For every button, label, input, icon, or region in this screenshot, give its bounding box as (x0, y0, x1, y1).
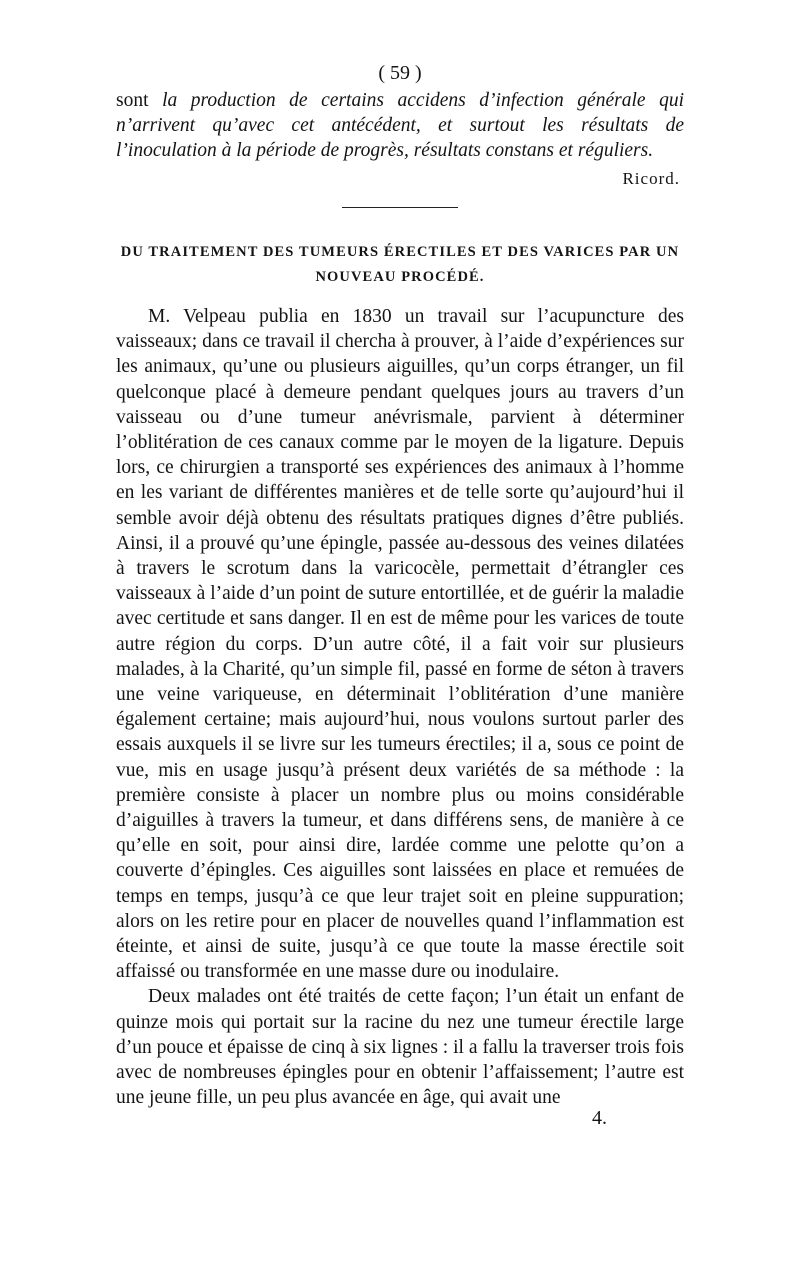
body-paragraph: Deux malades ont été traités de cette façon; l’un était un enfant de quinze mois qui portait sur la racine du nez une tumeur érectile large d’un pouce et épaisse de cinq à six lignes : il a fallu la traverser trois fois avec de nombreuses épingles pour en obtenir l’affaissement; l’autre est une jeune fille, un peu plus avancée en âge, qui avait une (116, 986, 684, 1109)
body-paragraph: M. Velpeau publia en 1830 un travail sur l’acupuncture des vaisseaux; dans ce travail il chercha à prouver, à l’aide d’expériences sur les animaux, qu’une ou plusieurs aiguilles, qu’un corps étranger, un fil quelconque placé à demeure pendant quelques jours au travers d’un vaisseau ou d’une tumeur anévrismale, parvient à déterminer l’oblitération de ces canaux comme par le moyen de la ligature. Depuis lors, ce chirurgien a transporté ses expériences des animaux à l’homme en les variant de différentes manières et de telle sorte qu’aujourd’hui il semble avoir déjà obtenu des résultats pratiques dignes d’être publiés. Ainsi, il a prouvé qu’une épingle, passée au-dessous des veines dilatées à travers le scrotum dans la varicocèle, permettait d’étrangler ces vaisseaux à l’aide d’un point de suture entortillée, et de guérir la maladie avec certitude et sans danger. Il en est de même pour les varices de toute autre région du corps. D’un autre côté, il a fait voir sur plusieurs malades, à la Charité, qu’un simple fil, passé en forme de séton à travers une veine variqueuse, en déterminait l’oblitération d’une manière également certaine; mais aujourd’hui, nous voulons surtout parler des essais auxquels il se livre sur les tumeurs érectiles; il a, sous ce point de vue, mis en usage jusqu’à présent deux variétés de sa méthode : la première consiste à placer un nombre plus ou moins considérable d’aiguilles à travers la tumeur, et dans différens sens, de manière à ce qu’elle en soit, pour ainsi dire, lardée comme une pelotte qu’on a couverte d’épingles. Ces aiguilles sont laissées en place et remuées de temps en temps, jusqu’à ce que leur trajet soit en pleine suppuration; alors on les retire pour en placer de nouvelles quand l’inflammation est éteinte, et ainsi de suite, jusqu’à ce que toute la masse érectile soit affaissé ou transformée en une masse dure ou inodulaire. (116, 306, 684, 983)
closing-quote (116, 88, 684, 163)
section-heading: DU TRAITEMENT DES TUMEURS ÉRECTILES ET DES VARICES PAR UN NOUVEAU PROCÉDÉ. (120, 244, 680, 285)
quote-lead: sont (116, 90, 163, 111)
section-divider (342, 207, 458, 208)
quote-italic-text: la production de certains accidens d’infection générale qui n’arrivent qu’avec cet antécédent, et surtout les résultats de l’inoculation à la période de progrès, résultats constans et réguliers. (116, 90, 684, 161)
signature-mark: 4. (592, 1107, 607, 1129)
book-page (116, 58, 684, 1111)
author-signature: Ricord. (622, 169, 680, 188)
page-number: ( 59 ) (378, 62, 422, 84)
